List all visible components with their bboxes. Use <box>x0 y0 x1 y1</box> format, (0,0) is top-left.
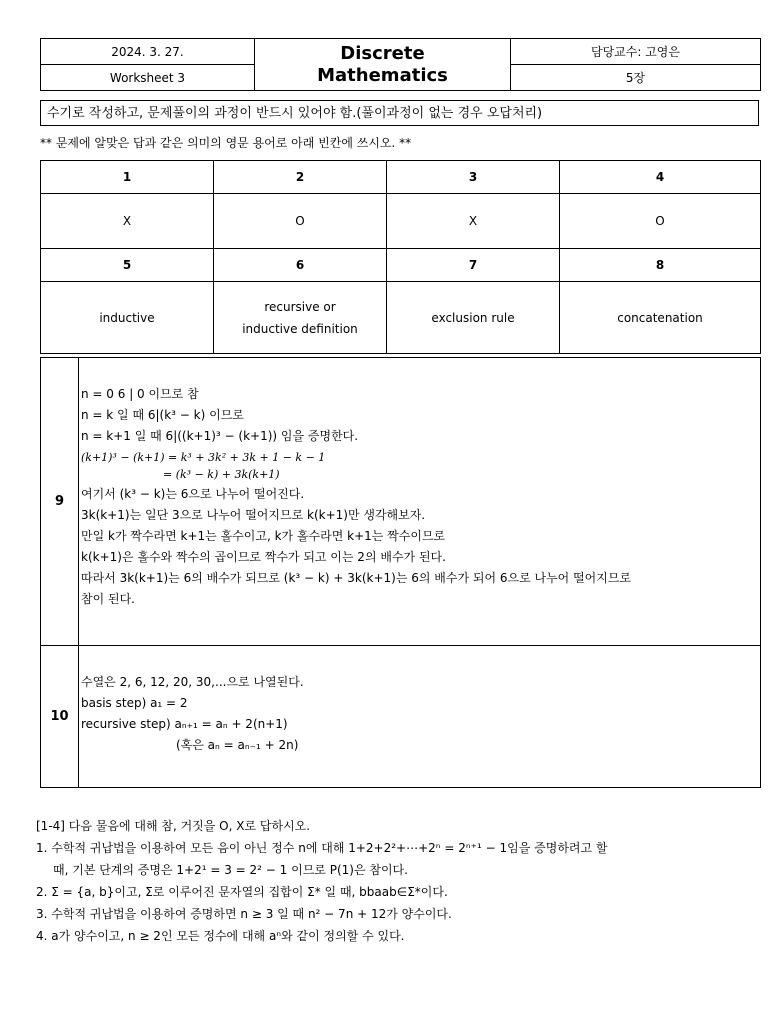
question-item: 때, 기본 단계의 증명은 1+2¹ = 3 = 2² − 1 이므로 P(1)은 참이다. <box>53 863 408 877</box>
title-line-2: Mathematics <box>317 64 448 86</box>
answer-cell: exclusion rule <box>387 282 560 354</box>
answer-cell: X <box>387 194 560 249</box>
question-item: 2. Σ = {a, b}이고, Σ로 이루어진 문자열의 집합이 Σ* 일 때, bbaab∈Σ*이다. <box>36 885 448 899</box>
q9-line: 따라서 3k(k+1)는 6의 배수가 되므로 (k³ − k) + 3k(k+1)는 6의 배수가 되어 6으로 나누어 떨어지므로 <box>81 571 632 585</box>
q10-line: basis step) a₁ = 2 <box>81 696 188 710</box>
answer-line: recursive or <box>264 299 336 314</box>
q9-line: n = 0 6 | 0 이므로 참 <box>81 387 199 401</box>
answer-num: 5 <box>41 249 214 282</box>
title-line-1: Discrete <box>340 42 425 64</box>
q9-line: 3k(k+1)는 일단 3으로 나누어 떨어지므로 k(k+1)만 생각해보자. <box>81 508 426 522</box>
answer-table <box>40 160 761 354</box>
worksheet-label: Worksheet 3 <box>41 65 255 91</box>
answer-num: 3 <box>387 161 560 194</box>
questions-section <box>36 815 736 947</box>
q9-line: 만일 k가 짝수라면 k+1는 홀수이고, k가 홀수라면 k+1는 짝수이므로 <box>81 529 446 543</box>
question-item: 3. 수학적 귀납법을 이용하여 증명하면 n ≥ 3 일 때 n² − 7n + 12가 양수이다. <box>36 907 452 921</box>
q9-answer <box>79 358 761 646</box>
q10-answer <box>79 646 761 788</box>
question-item: 1. 수학적 귀납법을 이용하여 모든 음이 아닌 정수 n에 대해 1+2+2²+⋯+2ⁿ = 2ⁿ⁺¹ − 1임을 증명하려고 할 <box>36 841 608 855</box>
professor: 담당교수: 고영은 <box>511 39 761 65</box>
answer-num: 2 <box>214 161 387 194</box>
q10-label: 10 <box>41 646 79 788</box>
answer-cell <box>214 282 387 354</box>
answer-cell: X <box>41 194 214 249</box>
q10-line: recursive step) aₙ₊₁ = aₙ + 2(n+1) <box>81 717 288 731</box>
header-table <box>40 38 761 91</box>
notice-box: 수기로 작성하고, 문제풀이의 과정이 반드시 있어야 함.(풀이과정이 없는 경우 오답처리) <box>40 100 759 126</box>
answer-num: 4 <box>560 161 761 194</box>
question-item: 4. a가 양수이고, n ≥ 2인 모든 정수에 대해 aⁿ와 같이 정의할 수 있다. <box>36 929 405 943</box>
q9-line: k(k+1)은 홀수와 짝수의 곱이므로 짝수가 되고 이는 2의 배수가 된다. <box>81 550 446 564</box>
q9-line: 여기서 (k³ − k)는 6으로 나누어 떨어진다. <box>81 487 305 501</box>
answer-num: 1 <box>41 161 214 194</box>
answer-cell: O <box>214 194 387 249</box>
q9-line: = (k³ − k) + 3k(k+1) <box>163 468 280 481</box>
answer-cell: inductive <box>41 282 214 354</box>
answer-cell: concatenation <box>560 282 761 354</box>
q9-line: (k+1)³ − (k+1) = k³ + 3k² + 3k + 1 − k − 1 <box>81 451 326 464</box>
proof-table <box>40 357 761 788</box>
course-title <box>255 39 511 91</box>
q9-line: n = k+1 일 때 6|((k+1)³ − (k+1)) 임을 증명한다. <box>81 429 359 443</box>
questions-heading: [1-4] 다음 물음에 대해 참, 거짓을 O, X로 답하시오. <box>36 819 311 833</box>
q10-line: 수열은 2, 6, 12, 20, 30,...으로 나열된다. <box>81 675 304 689</box>
answer-num: 7 <box>387 249 560 282</box>
answer-num: 8 <box>560 249 761 282</box>
date: 2024. 3. 27. <box>41 39 255 65</box>
instruction: ** 문제에 알맞은 답과 같은 의미의 영문 용어로 아래 빈칸에 쓰시오. ** <box>40 136 412 150</box>
q9-line: 참이 된다. <box>81 592 135 606</box>
q9-line: n = k 일 때 6|(k³ − k) 이므로 <box>81 408 244 422</box>
answer-line: inductive definition <box>242 321 358 336</box>
q9-label: 9 <box>41 358 79 646</box>
chapter: 5장 <box>511 65 761 91</box>
answer-cell: O <box>560 194 761 249</box>
answer-num: 6 <box>214 249 387 282</box>
q10-line: (혹은 aₙ = aₙ₋₁ + 2n) <box>176 738 299 752</box>
